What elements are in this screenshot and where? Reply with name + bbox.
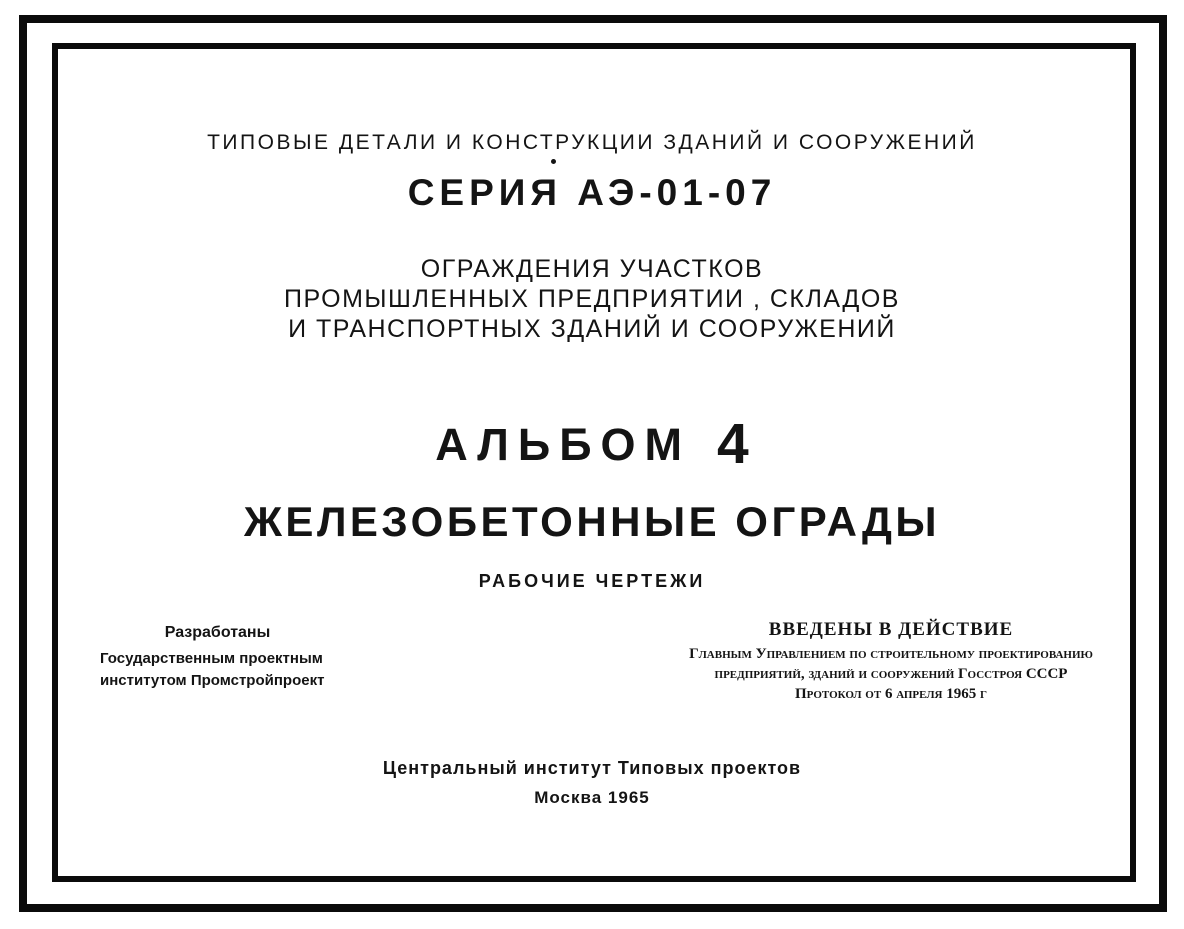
main-title: ЖЕЛЕЗОБЕТОННЫЕ ОГРАДЫ <box>243 498 941 545</box>
subject-line-2: ПРОМЫШЛЕННЫХ ПРЕДПРИЯТИИ , СКЛАДОВ <box>284 285 900 313</box>
subject-line-1: ОГРАЖДЕНИЯ УЧАСТКОВ <box>420 255 764 283</box>
album-number: 4 <box>717 412 749 476</box>
approved-line-3: Протокол от 6 апреля 1965 г <box>795 686 987 702</box>
subject-block <box>0 254 1184 344</box>
approved-by-block <box>652 620 1130 704</box>
doc-type-label: РАБОЧИЕ ЧЕРТЕЖИ <box>478 571 706 591</box>
scan-artifact-dot <box>551 159 556 164</box>
series-title: СЕРИЯ АЭ-01-07 <box>407 172 777 213</box>
album-label: АЛЬБОМ <box>435 419 692 470</box>
album-line <box>0 408 1184 474</box>
approved-line-2: предприятий, зданий и сооружений Госстроя СССР <box>714 666 1068 682</box>
series-kicker: ТИПОВЫЕ ДЕТАЛИ И КОНСТРУКЦИИ ЗДАНИЙ И СООРУЖЕНИЙ <box>207 131 977 154</box>
publisher-line: Центральный институт Типовых проектов <box>382 758 802 778</box>
approved-line-1: Главным Управлением по строительному проектированию <box>689 646 1093 662</box>
city-year-line: Москва 1965 <box>534 788 650 807</box>
developed-line-2: институтом Промстройпроект <box>100 672 325 689</box>
developed-heading: Разработаны <box>164 624 271 641</box>
subject-line-3: И ТРАНСПОРТНЫХ ЗДАНИЙ И СООРУЖЕНИЙ <box>288 315 896 343</box>
approved-heading: ВВЕДЕНЫ В ДЕЙСТВИЕ <box>768 619 1014 640</box>
developed-line-1: Государственным проектным <box>100 650 323 667</box>
developed-by-block <box>100 622 335 692</box>
